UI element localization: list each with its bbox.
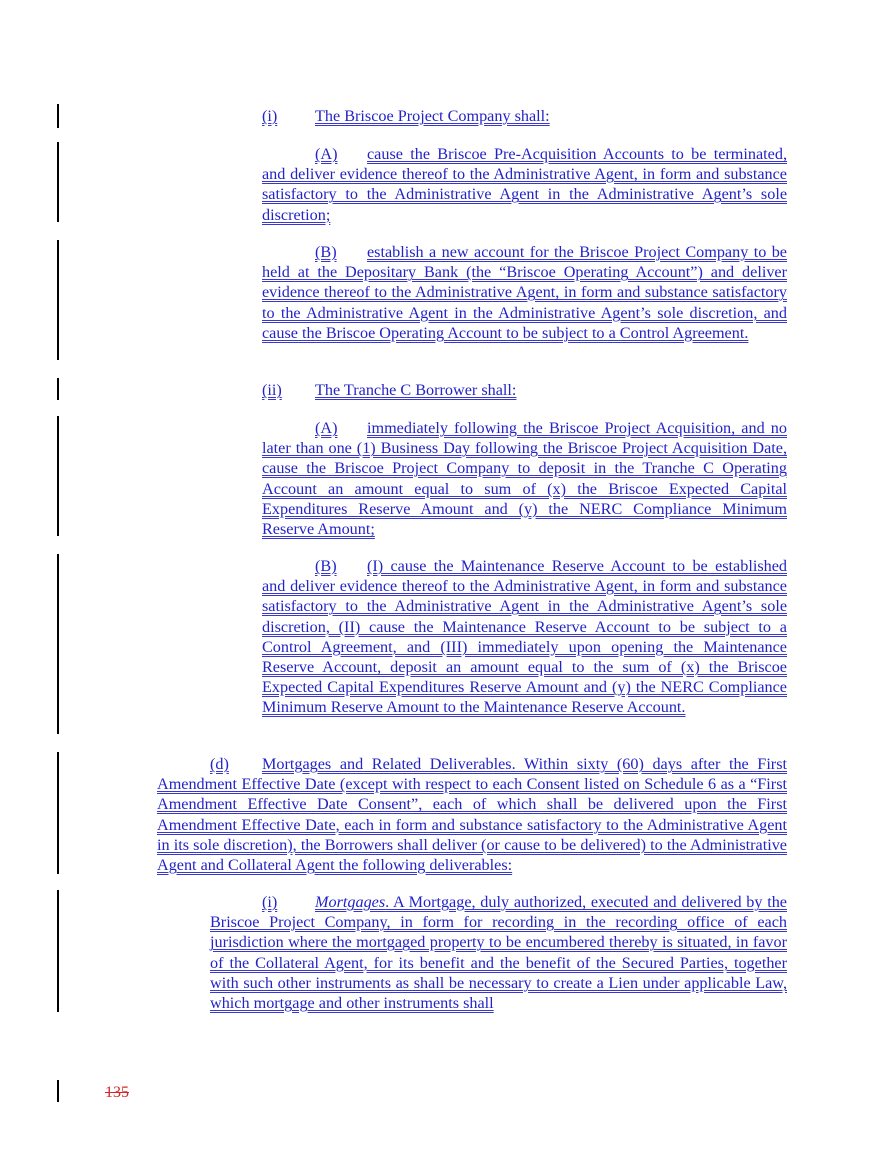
clause-text: (I) cause the Maintenance Reserve Account to be established and deliver evidence thereof to the Administrative Agent, in form and substance satisfactory to the Administrative Agent in the Administrative Agent’s sole discretion, (II) cause the Maintenance Reserve Account to be subject to a Control Agreement, and (III) immediately upon opening the Maintenance Reserve Account, deposit an amount equal to the sum of (x) the Briscoe Expected Capital Expenditures Reserve Amount and (y) the NERC Compliance Minimum Reserve Amount to the Maintenance Reserve Account. xyxy=(262,557,787,717)
clause-ii xyxy=(262,380,787,400)
clause-heading: Mortgages xyxy=(315,893,386,911)
change-bar xyxy=(57,378,59,400)
page-number: 135 xyxy=(105,1084,129,1101)
clause-text: cause the Briscoe Pre-Acquisition Accounts to be terminated, and deliver evidence thereof to the Administrative Agent, in form and substance satisfactory to the Administrative Agent in the Administrative Agent’s sole discretion; xyxy=(262,145,787,224)
clause-label: (i) xyxy=(262,107,278,125)
clause-i xyxy=(262,106,787,126)
clause-label: (i) xyxy=(262,893,278,911)
clause-label: (ii) xyxy=(262,381,282,399)
clause-text: The Briscoe Project Company shall: xyxy=(315,107,550,125)
clause-i-B xyxy=(262,242,787,343)
clause-ii-B xyxy=(262,556,787,718)
change-bar xyxy=(57,890,59,1012)
change-bar xyxy=(57,554,59,734)
change-bar xyxy=(57,240,59,360)
clause-i-A xyxy=(262,144,787,225)
clause-label: (A) xyxy=(315,419,338,437)
clause-label: (d) xyxy=(210,755,229,773)
change-bar xyxy=(57,142,59,222)
clause-label: (B) xyxy=(315,557,337,575)
clause-text: establish a new account for the Briscoe Project Company to be held at the Depositary Bank (the “Briscoe Operating Account”) and deliver evidence thereof to the Administrative Agent, in form and substance satisfactory to the Administrative Agent in the Administrative Agent’s sole discretion, and cause the Briscoe Operating Account to be subject to a Control Agreement. xyxy=(262,243,787,342)
clause-label: (A) xyxy=(315,145,338,163)
clause-text: The Tranche C Borrower shall: xyxy=(315,381,517,399)
change-bar xyxy=(57,416,59,536)
change-bar xyxy=(57,1080,59,1102)
change-bar xyxy=(57,752,59,874)
clause-d-i xyxy=(210,892,787,1013)
clause-ii-A xyxy=(262,418,787,539)
clause-text: immediately following the Briscoe Project Acquisition, and no later than one (1) Business Day following the Briscoe Project Acquisition Date, cause the Briscoe Project Company to deposit in the Tranche C Operating Account an amount equal to sum of (x) the Briscoe Expected Capital Expenditures Reserve Amount and (y) the NERC Compliance Minimum Reserve Amount; xyxy=(262,419,787,539)
change-bar xyxy=(57,104,59,128)
clause-text: Mortgages and Related Deliverables. Within sixty (60) days after the First Amendment Effective Date (except with respect to each Consent listed on Schedule 6 as a “First Amendment Effective Date Consent”, each of which shall be delivered upon the First Amendment Effective Date, each in form and substance satisfactory to the Administrative Agent in its sole discretion), the Borrowers shall deliver (or cause to be delivered) to the Administrative Agent and Collateral Agent the following deliverables: xyxy=(157,755,787,875)
clause-d xyxy=(157,754,787,875)
clause-text: . A Mortgage, duly authorized, executed and delivered by the Briscoe Project Company, in form for recording in the recording office of each jurisdiction where the mortgaged property to be encumbered thereby is situated, in favor of the Collateral Agent, for its benefit and the benefit of the Secured Parties, together with such other instruments as shall be necessary to create a Lien under applicable Law, which mortgage and other instruments shall xyxy=(210,893,787,1013)
clause-label: (B) xyxy=(315,243,337,261)
